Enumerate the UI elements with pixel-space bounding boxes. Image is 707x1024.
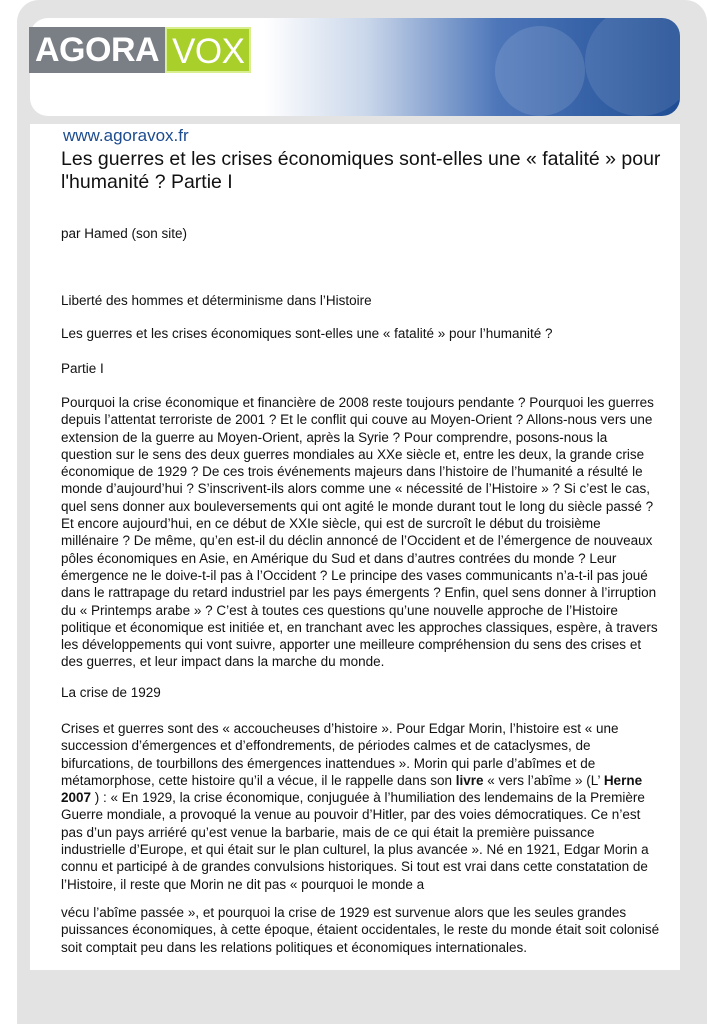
article-part-label: Partie I [61,361,104,376]
paragraph-2-text: « vers l’abîme » (L’ [483,772,604,788]
article-paragraph-3: vécu l’abîme passée », et pourquoi la crise de 1929 est survenue alors que les seules grandes puissances économiques, à cette époque, étaient occidentales, le reste du monde était soit colonisé soit comptait peu dans les relations politiques et économiques internationales. [61,905,660,955]
article-heading-2: Les guerres et les crises économiques sont-elles une « fatalité » pour l’humanité ? [61,326,553,341]
site-url-link[interactable]: www.agoravox.fr [63,126,189,145]
banner-decoration [585,18,680,116]
book-link[interactable]: livre [455,772,484,788]
publisher-label: Herne 2007 [61,772,643,806]
agoravox-logo[interactable] [29,27,251,73]
paragraph-2-text: Crises et guerres sont des « accoucheuses d’histoire ». Pour Edgar Morin, l’histoire est « une succession d’émergences et d’effondrements, de périodes calmes et de cataclysmes, de bifurcations, de tourbillons des émergences inattendues ». Morin qui parle d’abîmes et de métamorphose, cette histoire qu’il a vécue, il le rappelle dans son [61,721,619,788]
logo-text-vox: VOX [165,27,251,73]
article-heading-1: Liberté des hommes et déterminisme dans l’Histoire [61,293,372,308]
section-title: La crise de 1929 [61,685,161,700]
logo-text-agora: AGORA [29,27,165,73]
article-paragraph-1: Pourquoi la crise économique et financière de 2008 reste toujours pendante ? Pourquoi les guerres depuis l’attentat terroriste de 2001 ? Et le conflit qui couve au Moyen-Orient ? Allons-nous vers une extension de la guerre au Moyen-Orient, après la Syrie ? Pour comprendre, posons-nous la question sur le sens des deux guerres mondiales au XXe siècle et, entre les deux, la grande crise économique de 1929 ? De ces trois événements majeurs dans l’histoire de l’humanité a résulté le monde d’aujourd’hui ? S’inscrivent-ils alors comme une « nécessité de l’Histoire » ? Si c’est le cas, quel sens donner aux bouleversements qui ont agité le monde durant tout le long du siècle passé ? Et encore aujourd’hui, en ce début de XXIe siècle, qui est de surcroît le début du troisième millénaire ? De même, qu’en est-il du déclin annoncé de l’Occident et de l’émergence de nouveaux pôles économiques en Asie, en Amérique du Sud et dans d’autres contrées du monde ? Leur émergence ne le doive-t-il pas à l’Occident ? Le principe des vases communicants n’a-t-il pas joué dans le rattrapage du retard industriel par les pays émergents ? Enfin, quel sens donner à l’irruption du « Printemps arabe » ? C’est à toutes ces questions qu’une nouvelle approche de l’Histoire politique et économique est initiée et, en tranchant avec les approches classiques, espère, à travers les développements qui vont suivre, apporter une meilleure compréhension du sens des crises et des guerres, et leur impact dans la marche du monde. [61,395,658,670]
article-title: Les guerres et les crises économiques sont-elles une « fatalité » pour l'humanité ? Partie I [61,148,661,193]
article-paragraph-2 [61,720,661,893]
paragraph-2-text: ) : « En 1929, la crise économique, conjuguée à l’humiliation des lendemains de la Première Guerre mondiale, a provoqué la venue au pouvoir d’Hitler, par des voies démocratiques. Ce n’est pas d’un pays arriéré qu’est venue la barbarie, mais de ce qui était la première puissance industrielle d’Europe, et qui était sur le plan culturel, la plus avancée ». Né en 1921, Edgar Morin a connu et participé à de grandes convulsions historiques. Si tout est vrai dans cette constatation de l’Histoire, il reste que Morin ne dit pas « pourquoi le monde a [61,790,649,892]
banner-decoration [495,26,585,116]
article-byline: par Hamed (son site) [61,226,188,241]
